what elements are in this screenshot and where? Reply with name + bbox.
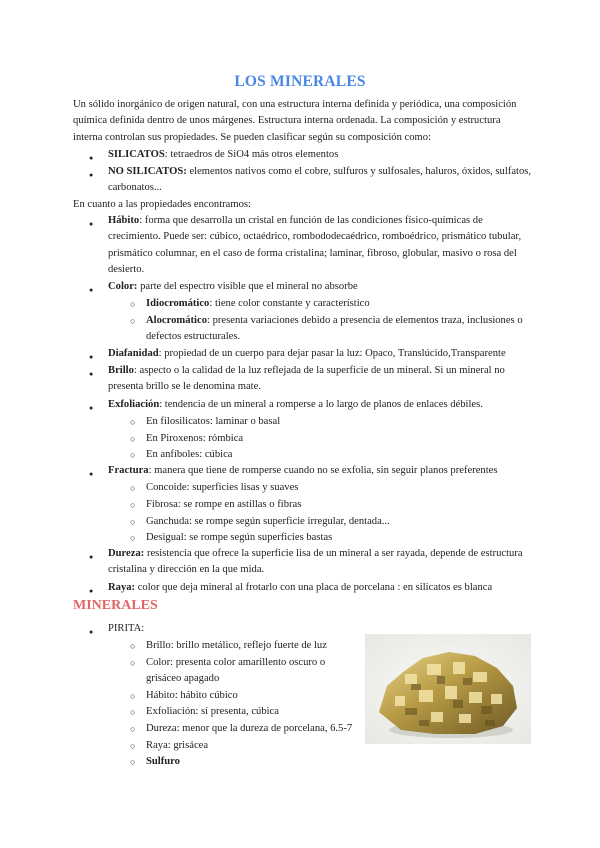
bullet-icon: ○ xyxy=(130,741,136,751)
bullet-icon: ○ xyxy=(130,691,136,701)
list-item-color xyxy=(108,279,548,295)
list-item-dureza xyxy=(108,546,548,579)
bullet-icon: ● xyxy=(89,353,94,361)
bullet-icon: ○ xyxy=(130,658,136,668)
bullet-icon: ○ xyxy=(130,500,136,510)
properties-intro: En cuanto a las propiedades encontramos: xyxy=(73,199,251,210)
term: Idiocromático xyxy=(146,298,210,309)
bullet-icon: ○ xyxy=(130,533,136,543)
term: Fractura xyxy=(108,465,149,476)
bullet-icon: ● xyxy=(89,553,94,561)
bullet-icon: ○ xyxy=(130,483,136,493)
sub-item: En anfíboles: cúbica xyxy=(146,449,233,460)
term: NO SILICATOS: xyxy=(108,166,187,177)
pirita-prop-line: grisáceo apagado xyxy=(146,673,220,685)
pirita-group xyxy=(146,754,546,770)
bullet-icon: ○ xyxy=(130,724,136,734)
bullet-icon: ○ xyxy=(130,316,136,326)
sub-item: Ganchuda: se rompe según superficie irregular, dentada... xyxy=(146,516,390,527)
pirita-prop: Exfoliación: sí presenta, cúbica xyxy=(146,706,279,717)
bullet-icon: ○ xyxy=(130,299,136,309)
sub-item-alocromatico xyxy=(146,313,546,346)
pirita-prop: Raya: grisácea xyxy=(146,740,209,751)
pyrite-photo xyxy=(365,634,531,744)
list-item-raya xyxy=(108,580,548,596)
definition: desierto. xyxy=(108,264,145,276)
intro-line: Un sólido inorgánico de origen natural, con una estructura interna definida y periódica, una composición xyxy=(73,99,517,110)
intro-line: química definida dentro de unos márgenes. Estructura interna ordenada. La composición y estructura xyxy=(73,115,501,127)
definition: color que deja mineral al frotarlo con una placa de porcelana : en silicatos es blanca xyxy=(135,582,493,593)
bullet-icon: ● xyxy=(89,404,94,412)
definition: : tetraedros de SiO4 más otros elementos xyxy=(164,149,339,160)
intro-line: interna controlan sus propiedades. Se pueden clasificar según su composición como: xyxy=(73,131,432,143)
term: Raya: xyxy=(108,582,136,593)
bullet-icon: ● xyxy=(89,370,94,378)
list-item-pirita: PIRITA: xyxy=(108,623,145,634)
term: Dureza: xyxy=(108,548,145,559)
definition: parte del espectro visible que el mineral no absorbe xyxy=(137,281,358,292)
bullet-icon: ● xyxy=(89,587,94,595)
pirita-prop: Brillo: brillo metálico, reflejo fuerte de luz xyxy=(146,640,327,651)
term: Hábito xyxy=(108,215,140,226)
mineral-group-label: Sulfuro xyxy=(146,756,180,767)
sub-item: En Piroxenos: rómbica xyxy=(146,433,244,444)
sub-item: En filosilicatos: laminar o basal xyxy=(146,416,281,427)
definition: : forma que desarrolla un cristal en función de las condiciones físico-químicas de xyxy=(139,215,483,226)
term: Alocromático xyxy=(146,315,207,326)
term: Diafanidad xyxy=(108,348,159,359)
bullet-icon: ● xyxy=(89,470,94,478)
pirita-prop: Hábito: hábito cúbico xyxy=(146,690,238,701)
bullet-icon: ○ xyxy=(130,517,136,527)
bullet-icon: ○ xyxy=(130,450,136,460)
list-item-silicatos xyxy=(108,147,548,163)
sub-item: Desigual: se rompe según superficies bastas xyxy=(146,532,333,543)
section-heading-minerales: MINERALES xyxy=(73,598,158,613)
term: Brillo xyxy=(108,365,134,376)
pirita-prop-line: Color: presenta color amarillento oscuro o xyxy=(146,657,326,668)
list-item-diafanidad xyxy=(108,346,548,362)
definition: carbonatos... xyxy=(108,182,162,194)
definition: : tiene color constante y característico xyxy=(209,298,370,309)
sub-item: Fibrosa: se rompe en astillas o fibras xyxy=(146,499,302,510)
sub-item: Concoide: superficies lisas y suaves xyxy=(146,482,299,493)
sub-item-idiocromatico xyxy=(146,296,546,312)
intro-paragraph xyxy=(73,97,533,146)
list-item-fractura xyxy=(108,463,548,479)
definition: cristalina y dirección en la que mida. xyxy=(108,564,265,576)
bullet-icon: ● xyxy=(89,628,94,636)
definition: : propiedad de un cuerpo para dejar pasar la luz: Opaco, Translúcido,Transparente xyxy=(158,348,506,359)
definition: : manera que tiene de romperse cuando no se exfolia, sin seguir planos preferentes xyxy=(148,465,498,476)
definition: presenta brillo se le denomina mate. xyxy=(108,381,261,393)
bullet-icon: ○ xyxy=(130,417,136,427)
definition: : presenta variaciones debido a presencia de elementos traza, inclusiones o xyxy=(207,315,523,326)
list-item-habito xyxy=(108,213,548,279)
definition: elementos nativos como el cobre, sulfuros y sulfosales, haluros, óxidos, sulfatos, xyxy=(186,166,532,177)
bullet-icon: ○ xyxy=(130,641,136,651)
bullet-icon: ● xyxy=(89,286,94,294)
pirita-prop: Dureza: menor que la dureza de porcelana, 6.5-7 xyxy=(146,723,353,734)
definition: prismático columnar, en el caso de forma cristalina; laminar, fibroso, globular, masivo o rosa del xyxy=(108,247,517,259)
definition: crecimiento. Puede ser: cúbico, octaédrico, rombododecaédrico, romboédrico, prismático tubular, xyxy=(108,231,522,243)
term: Exfoliación xyxy=(108,399,160,410)
bullet-icon: ● xyxy=(89,220,94,228)
term: Color: xyxy=(108,281,138,292)
definition: defectos estructurales. xyxy=(146,331,241,343)
bullet-icon: ● xyxy=(89,171,94,179)
definition: resistencia que ofrece la superficie lisa de un mineral a ser rayada, depende de estructura xyxy=(144,548,523,559)
pyrite-crystal-icon xyxy=(365,634,531,744)
bullet-icon: ○ xyxy=(130,707,136,717)
definition: : tendencia de un mineral a romperse a lo largo de planos de enlaces débiles. xyxy=(159,399,483,410)
list-item-exfoliacion xyxy=(108,397,548,413)
term: SILICATOS xyxy=(108,149,165,160)
definition: : aspecto o la calidad de la luz reflejada de la superficie de un mineral. Si un mineral no xyxy=(133,365,505,376)
bullet-icon: ○ xyxy=(130,757,136,767)
bullet-icon: ○ xyxy=(130,434,136,444)
bullet-icon: ● xyxy=(89,154,94,162)
list-item-no-silicatos xyxy=(108,164,548,197)
page-title: LOS MINERALES xyxy=(234,73,366,90)
list-item-brillo xyxy=(108,363,548,396)
